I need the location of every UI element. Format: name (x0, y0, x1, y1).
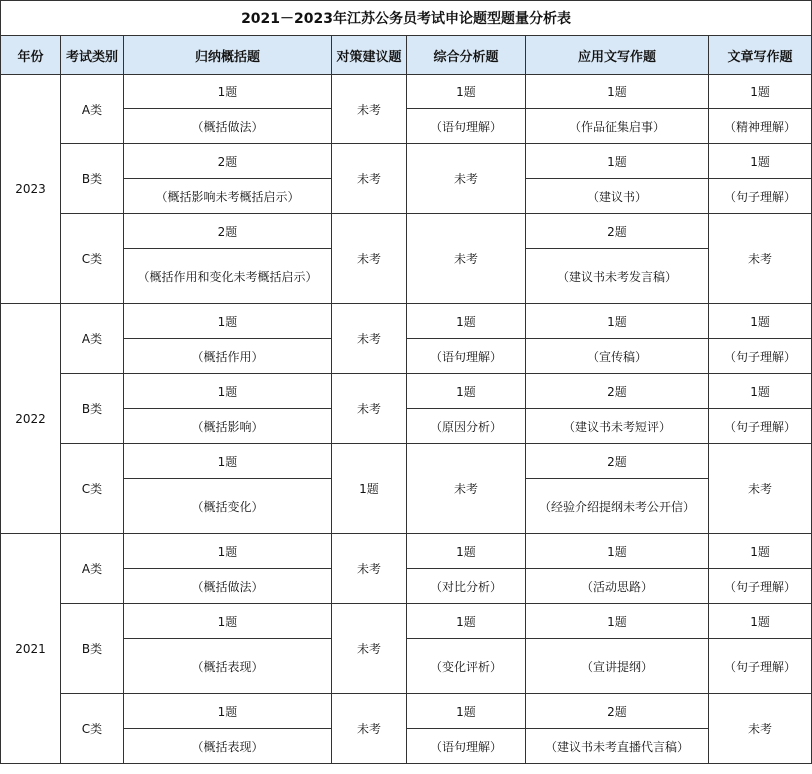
countermeasure-cell: 未考 (332, 694, 407, 764)
applied-type: （建议书未考直播代言稿） (526, 729, 709, 764)
analysis-count: 1题 (407, 374, 526, 409)
applied-count: 2题 (526, 694, 709, 729)
analysis-cell: 未考 (407, 444, 526, 534)
summary-count: 1题 (124, 374, 332, 409)
summary-count: 1题 (124, 534, 332, 569)
applied-type: （建议书未考短评） (526, 409, 709, 444)
essay-type: （句子理解） (709, 639, 812, 694)
summary-count: 2题 (124, 214, 332, 249)
analysis-type: （变化评析） (407, 639, 526, 694)
applied-count: 1题 (526, 304, 709, 339)
essay-cell: 未考 (709, 444, 812, 534)
summary-count: 1题 (124, 444, 332, 479)
countermeasure-cell: 未考 (332, 374, 407, 444)
year-cell: 2021 (1, 534, 61, 764)
header-year: 年份 (1, 36, 61, 75)
applied-type: （建议书） (526, 179, 709, 214)
applied-count: 2题 (526, 374, 709, 409)
summary-count: 2题 (124, 144, 332, 179)
essay-count: 1题 (709, 604, 812, 639)
summary-type: （概括表现） (124, 639, 332, 694)
applied-type: （活动思路） (526, 569, 709, 604)
header-analysis: 综合分析题 (407, 36, 526, 75)
summary-count: 1题 (124, 604, 332, 639)
analysis-cell: 未考 (407, 144, 526, 214)
summary-type: （概括做法） (124, 109, 332, 144)
summary-type: （概括变化） (124, 479, 332, 534)
summary-count: 1题 (124, 75, 332, 109)
category-cell: B类 (61, 374, 124, 444)
essay-cell: 未考 (709, 694, 812, 764)
summary-type: （概括影响未考概括启示） (124, 179, 332, 214)
header-category: 考试类别 (61, 36, 124, 75)
analysis-type: （语句理解） (407, 339, 526, 374)
essay-count: 1题 (709, 75, 812, 109)
analysis-cell: 未考 (407, 214, 526, 304)
essay-cell: 未考 (709, 214, 812, 304)
applied-type: （作品征集启事） (526, 109, 709, 144)
year-cell: 2023 (1, 75, 61, 304)
category-cell: C类 (61, 694, 124, 764)
countermeasure-cell: 1题 (332, 444, 407, 534)
applied-type: （建议书未考发言稿） (526, 249, 709, 304)
essay-type: （句子理解） (709, 339, 812, 374)
category-cell: A类 (61, 75, 124, 144)
summary-type: （概括作用和变化未考概括启示） (124, 249, 332, 304)
analysis-count: 1题 (407, 694, 526, 729)
countermeasure-cell: 未考 (332, 604, 407, 694)
summary-type: （概括做法） (124, 569, 332, 604)
countermeasure-cell: 未考 (332, 304, 407, 374)
applied-count: 1题 (526, 75, 709, 109)
applied-type: （宣传稿） (526, 339, 709, 374)
category-cell: A类 (61, 304, 124, 374)
countermeasure-cell: 未考 (332, 144, 407, 214)
analysis-type: （语句理解） (407, 109, 526, 144)
essay-type: （句子理解） (709, 179, 812, 214)
essay-type: （句子理解） (709, 409, 812, 444)
essay-count: 1题 (709, 304, 812, 339)
essay-type: （精神理解） (709, 109, 812, 144)
summary-type: （概括表现） (124, 729, 332, 764)
countermeasure-cell: 未考 (332, 534, 407, 604)
table-title: 2021－2023年江苏公务员考试申论题型题量分析表 (1, 1, 812, 36)
essay-count: 1题 (709, 374, 812, 409)
essay-count: 1题 (709, 534, 812, 569)
category-cell: C类 (61, 214, 124, 304)
analysis-type: （语句理解） (407, 729, 526, 764)
applied-type: （经验介绍提纲未考公开信） (526, 479, 709, 534)
analysis-type: （原因分析） (407, 409, 526, 444)
applied-count: 1题 (526, 144, 709, 179)
analysis-count: 1题 (407, 534, 526, 569)
category-cell: A类 (61, 534, 124, 604)
header-essay: 文章写作题 (709, 36, 812, 75)
analysis-count: 1题 (407, 304, 526, 339)
header-countermeasure: 对策建议题 (332, 36, 407, 75)
countermeasure-cell: 未考 (332, 214, 407, 304)
year-cell: 2022 (1, 304, 61, 534)
applied-count: 1题 (526, 534, 709, 569)
essay-type: （句子理解） (709, 569, 812, 604)
applied-type: （宣讲提纲） (526, 639, 709, 694)
analysis-type: （对比分析） (407, 569, 526, 604)
analysis-count: 1题 (407, 604, 526, 639)
applied-count: 2题 (526, 214, 709, 249)
summary-type: （概括影响） (124, 409, 332, 444)
header-summary: 归纳概括题 (124, 36, 332, 75)
summary-count: 1题 (124, 694, 332, 729)
summary-count: 1题 (124, 304, 332, 339)
summary-type: （概括作用） (124, 339, 332, 374)
analysis-count: 1题 (407, 75, 526, 109)
applied-count: 2题 (526, 444, 709, 479)
essay-count: 1题 (709, 144, 812, 179)
header-applied: 应用文写作题 (526, 36, 709, 75)
category-cell: B类 (61, 604, 124, 694)
countermeasure-cell: 未考 (332, 75, 407, 144)
category-cell: B类 (61, 144, 124, 214)
applied-count: 1题 (526, 604, 709, 639)
category-cell: C类 (61, 444, 124, 534)
